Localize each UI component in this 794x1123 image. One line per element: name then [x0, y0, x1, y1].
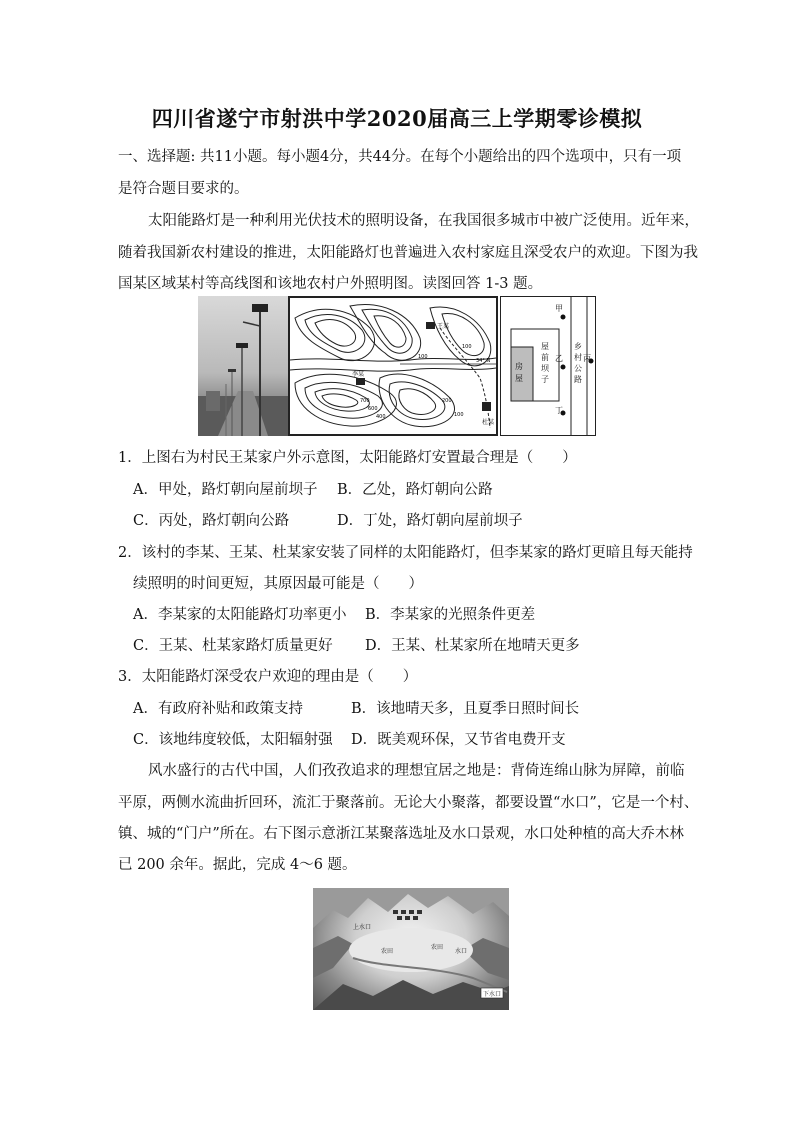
passage1-line-2: 随着我国新农村建设的推进，太阳能路灯也普遍进入农村家庭且深受农户的欢迎。下图为我	[118, 245, 698, 261]
contour-map	[288, 296, 498, 436]
label-wang: 王某	[437, 323, 450, 330]
farmland-label-2: 农田	[431, 944, 444, 951]
contour-value-7: 100	[454, 412, 464, 418]
q3-option-d: D．既美观环保，又节省电费开支	[351, 732, 566, 748]
label-du: 杜某	[482, 419, 495, 426]
settlement-landscape-figure	[313, 888, 509, 1010]
contour-value-5: 400	[376, 414, 386, 420]
label-li: 李某	[352, 371, 365, 378]
q1-option-d: D．丁处，路灯朝向屋前坝子	[337, 513, 523, 529]
point-jia: 甲	[555, 304, 563, 313]
yard-sketch	[500, 296, 596, 436]
passage1-line-3: 国某区域某村等高线图和该地农村户外照明图。读图回答 1-3 题。	[118, 276, 543, 292]
contour-value-1: 100	[418, 354, 428, 360]
q1-option-c: C．丙处，路灯朝向公路	[133, 513, 290, 529]
lower-water-gate-label: 下水口	[483, 991, 502, 998]
house-label: 房屋	[515, 362, 523, 383]
q2-option-d: D．王某、杜某家所在地晴天更多	[365, 638, 580, 654]
page-title: 四川省遂宁市射洪中学2020届高三上学期零诊模拟	[151, 106, 643, 131]
q2-option-a: A．李某家的太阳能路灯功率更小	[133, 607, 347, 623]
q3-option-b: B．该地晴天多，且夏季日照时间长	[351, 701, 580, 717]
q3-option-a: A．有政府补贴和政策支持	[133, 701, 303, 717]
farmland-label-1: 农田	[381, 948, 394, 955]
point-yi: 乙	[555, 354, 563, 363]
q3-stem: 3．太阳能路灯深受农户欢迎的理由是（ ）	[118, 669, 418, 685]
point-bing: 丙	[583, 354, 591, 363]
q2-option-b: B．李某家的光照条件更差	[365, 607, 536, 623]
q2-stem-line-2: 续照明的时间更短，其原因最可能是（ ）	[133, 576, 423, 592]
upper-water-gate-label: 上水口	[353, 924, 372, 931]
latitude-label: 34° N	[476, 358, 491, 364]
section-instruction-line-1: 一、选择题: 共11小题。每小题4分，共44分。在每个小题给出的四个选项中，只有一项	[118, 149, 682, 165]
q1-option-b: B．乙处，路灯朝向公路	[337, 482, 493, 498]
passage1-line-1: 太阳能路灯是一种利用光伏技术的照明设备，在我国很多城市中被广泛使用。近年来，	[148, 213, 699, 229]
passage2-line-4: 已 200 余年。据此，完成 4～6 题。	[118, 857, 357, 873]
passage2-line-2: 平原，两侧水流曲折回环，流汇于聚落前。无论大小聚落，都要设置“水口”，它是一个村、	[118, 795, 699, 811]
road-label: 乡村公路	[574, 342, 582, 384]
q1-option-a: A．甲处，路灯朝向屋前坝子	[133, 482, 318, 498]
contour-value-6: 200	[442, 398, 452, 404]
contour-value-3: 700	[360, 398, 370, 404]
contour-value-2: 100	[462, 344, 472, 350]
section-instruction-line-2: 是符合题目要求的。	[118, 181, 249, 197]
solar-lamp-photo	[198, 296, 288, 436]
q1-stem: 1．上图右为村民王某家户外示意图，太阳能路灯安置最合理是（ ）	[118, 450, 577, 466]
water-gate-label: 水口	[455, 948, 468, 955]
point-ding: 丁	[555, 406, 563, 415]
yard-label: 屋前坝子	[541, 342, 549, 384]
passage2-line-3: 镇、城的“门户”所在。右下图示意浙江某聚落选址及水口景观，水口处种植的高大乔木林	[118, 826, 684, 842]
q3-option-c: C．该地纬度较低，太阳辐射强	[133, 732, 333, 748]
contour-value-4: 600	[368, 406, 378, 412]
q2-option-c: C．王某、杜某家路灯质量更好	[133, 638, 333, 654]
q2-stem-line-1: 2．该村的李某、王某、杜某家安装了同样的太阳能路灯，但李某家的路灯更暗且每天能持	[118, 545, 693, 561]
passage2-line-1: 风水盛行的古代中国，人们孜孜追求的理想宜居之地是：背倚连绵山脉为屏障，前临	[148, 763, 685, 779]
